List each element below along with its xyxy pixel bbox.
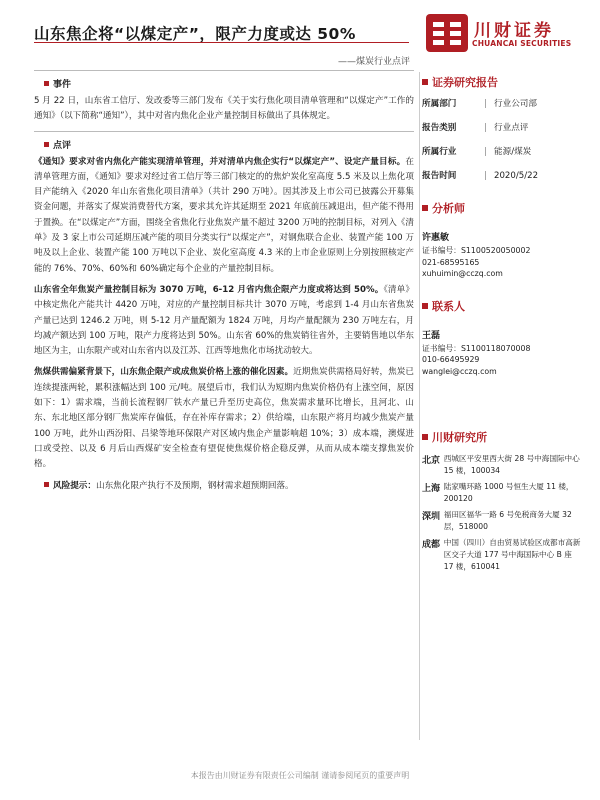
square-bullet-icon (422, 434, 428, 440)
bullet-icon (44, 81, 49, 86)
event-paragraph: 5 月 22 日，山东省工信厅、发改委等三部门发布《关于实行焦化项目清单管理和“以煤定产”工作的通知》（以下简称“通知”），其中对省内焦化企业产量控制目标做出了具体规定。 (34, 96, 414, 122)
section-divider (34, 70, 414, 71)
comment-paragraph-2 (34, 283, 414, 359)
info-separator: | (484, 147, 487, 157)
risk-text: 山东焦化限产执行不及预期，钢材需求超预期回落。 (95, 480, 294, 491)
info-key: 报告时间 (422, 171, 457, 181)
para3-lead: 焦煤供需偏紧背景下，山东焦企限产或成焦炭价格上涨的催化因素。 (34, 367, 294, 378)
info-key: 报告类别 (422, 123, 457, 133)
sidebar-report-heading (422, 74, 582, 90)
bullet-icon (44, 142, 49, 147)
office-city: 成都 (422, 540, 441, 550)
report-subtitle: ——煤炭行业点评 (337, 57, 410, 67)
contact-email: wanglei@cczq.com (422, 366, 497, 376)
office-address: 陆家嘴环路 1000 号恒生大厦 11 楼，200120 (443, 482, 574, 503)
contact-cert: 证书编号：S1100118070008 (422, 343, 531, 353)
info-value: 行业点评 (494, 123, 529, 133)
brand-logo (426, 12, 576, 56)
section-heading-event (34, 77, 414, 90)
sidebar-institute-heading (422, 429, 582, 445)
report-info-row (422, 146, 582, 158)
institute-heading-text: 川财研究所 (432, 431, 487, 444)
comment-paragraph-3 (34, 365, 414, 472)
info-separator: | (484, 99, 487, 109)
info-value: 2020/5/22 (494, 171, 539, 181)
para1-lead: 《通知》要求对省内焦化产能实现清单管理，并对清单内焦企实行“以煤定产”、设定产量目标。 (34, 156, 406, 167)
office-item (422, 481, 582, 505)
square-bullet-icon (422, 303, 428, 309)
analyst-name: 许惠敏 (422, 233, 450, 243)
office-list (422, 453, 582, 573)
analyst-phone: 021-68595165 (422, 257, 480, 267)
logo-chinese-name: 川财证券 (474, 21, 554, 41)
para2-lead: 山东省全年焦炭产量控制目标为 3070 万吨，6-12 月省内焦企限产力度或将达到 50%。 (34, 284, 384, 295)
office-address: 西城区平安里西大街 28 号中海国际中心 15 楼，100034 (443, 454, 580, 475)
para2-body: 《清单》中核定焦化产能共计 4420 万吨，对应的产量控制目标共计 3070 万吨，考虑到 1-4 月山东省焦炭产量已达到 1246.2 万吨，则 5-12 月产量配额为 1824 万吨，月均产量配额为 230 万吨左右，月均减产额达到 100 万吨，限产力度将达到 50%。山东省 60%的焦炭销往省外，主要销售地以华东地区为主，山东限产或对山东省内以及江苏、江西等地焦化市场扰动较大。 (34, 284, 415, 357)
square-bullet-icon (422, 79, 428, 85)
section-heading-comment (34, 138, 414, 151)
report-info-row (422, 122, 582, 134)
title-underline (34, 42, 409, 43)
main-content (34, 66, 414, 494)
analyst-heading-text: 分析师 (432, 202, 465, 215)
report-title: 山东焦企将“以煤定产”，限产力度或达 50% (34, 25, 356, 43)
report-info-list (422, 98, 582, 182)
event-heading-text: 事件 (53, 80, 72, 90)
office-address: 中国（四川）自由贸易试验区成都市高新区交子大道 177 号中海国际中心 B 座 17 楼，610041 (443, 538, 581, 571)
risk-warning (34, 479, 414, 494)
info-key: 所属行业 (422, 147, 457, 157)
report-info-row (422, 98, 582, 110)
office-city: 深圳 (422, 512, 441, 522)
para1-body: 在清单管理方面，《通知》要求对经过省工信厅等三部门核定的的焦炉炭化室高度 5.5 米及以上焦化项目产能纳入《2020 年山东省焦化项目清单》（共计 290 万吨）。因其涉及上市公司已披露公开募集资金问题，并落实了煤炭消费替代方案，要求其允许其延期至 2021 年底前压减退出，但产能不得用于置换。在“以煤定产”方面，围绕全省焦化行业焦炭产量不超过 3200 万吨的控制目标，对列入《清单》及 3 家上市公司延期压减产能的项目分类实行“以煤定产”，对钢焦联合企业、装置产能 100 万吨及以上企业、装置产能 100 万吨以下企业、炭化室高度 4.3 米的上市企业原则上分别按照核定产能的 76%、70%、60%和 60%确定每个企业的产量控制目标。 (34, 156, 414, 274)
para3-body: 近期焦炭供需格局好转，焦炭已连续提涨两轮，累积涨幅达到 100 元/吨。展望后市，我们认为短期内焦炭价格仍有上涨空间，原因如下：1）需求端，当前长流程钢厂铁水产量已升至历史高位，焦炭需求量环比增长，且河北、山东、东北地区部分钢厂焦炭库存偏低，存在补库存需求；2）供给端，山东限产将月均减少焦炭产量 100 万吨，此外山西汾阳、吕梁等地环保限产对区域内焦企产量影响超 10%；3）成本端，澳煤进口或受控、以及 6 月后山西煤矿安全检查有望促使焦煤价格企稳反弹，从而从成本端支撑焦炭价格。 (34, 367, 414, 470)
report-info-row (422, 170, 582, 182)
contact-phone: 010-66495929 (422, 355, 480, 364)
info-value: 能源/煤炭 (494, 147, 532, 157)
page-footer: 本报告由川财证券有限责任公司编制 谨请参阅尾页的重要声明 (190, 771, 410, 780)
sidebar-analyst-heading (422, 200, 582, 216)
info-separator: | (484, 171, 487, 181)
section-divider (34, 131, 414, 132)
contact-name: 王磊 (422, 330, 441, 341)
comment-paragraph-1 (34, 155, 414, 277)
contact-heading-text: 联系人 (432, 299, 465, 313)
office-city: 上海 (422, 484, 441, 494)
sidebar (422, 74, 582, 577)
office-city: 北京 (422, 456, 441, 466)
chuancai-logo-icon (426, 14, 468, 52)
square-bullet-icon (422, 205, 428, 211)
info-key: 所属部门 (422, 99, 457, 109)
info-value: 行业公司部 (494, 99, 537, 109)
analyst-email: xuhuimin@cczq.com (422, 269, 503, 278)
office-item (422, 453, 582, 477)
risk-label: 风险提示： (53, 480, 96, 491)
analyst-cert: 证书编号：S1100520050002 (422, 246, 531, 255)
sidebar-report-title: 证券研究报告 (432, 76, 498, 89)
logo-english-name: CHUANCAI SECURITIES (472, 39, 572, 48)
column-divider (419, 72, 420, 740)
info-separator: | (484, 123, 487, 133)
comment-heading-text: 点评 (53, 140, 72, 151)
bullet-icon (44, 482, 49, 487)
sidebar-contact-heading (422, 298, 582, 314)
office-item (422, 509, 582, 533)
office-item (422, 537, 582, 573)
office-address: 福田区福华一路 6 号免税商务大厦 32 层，518000 (443, 510, 572, 531)
